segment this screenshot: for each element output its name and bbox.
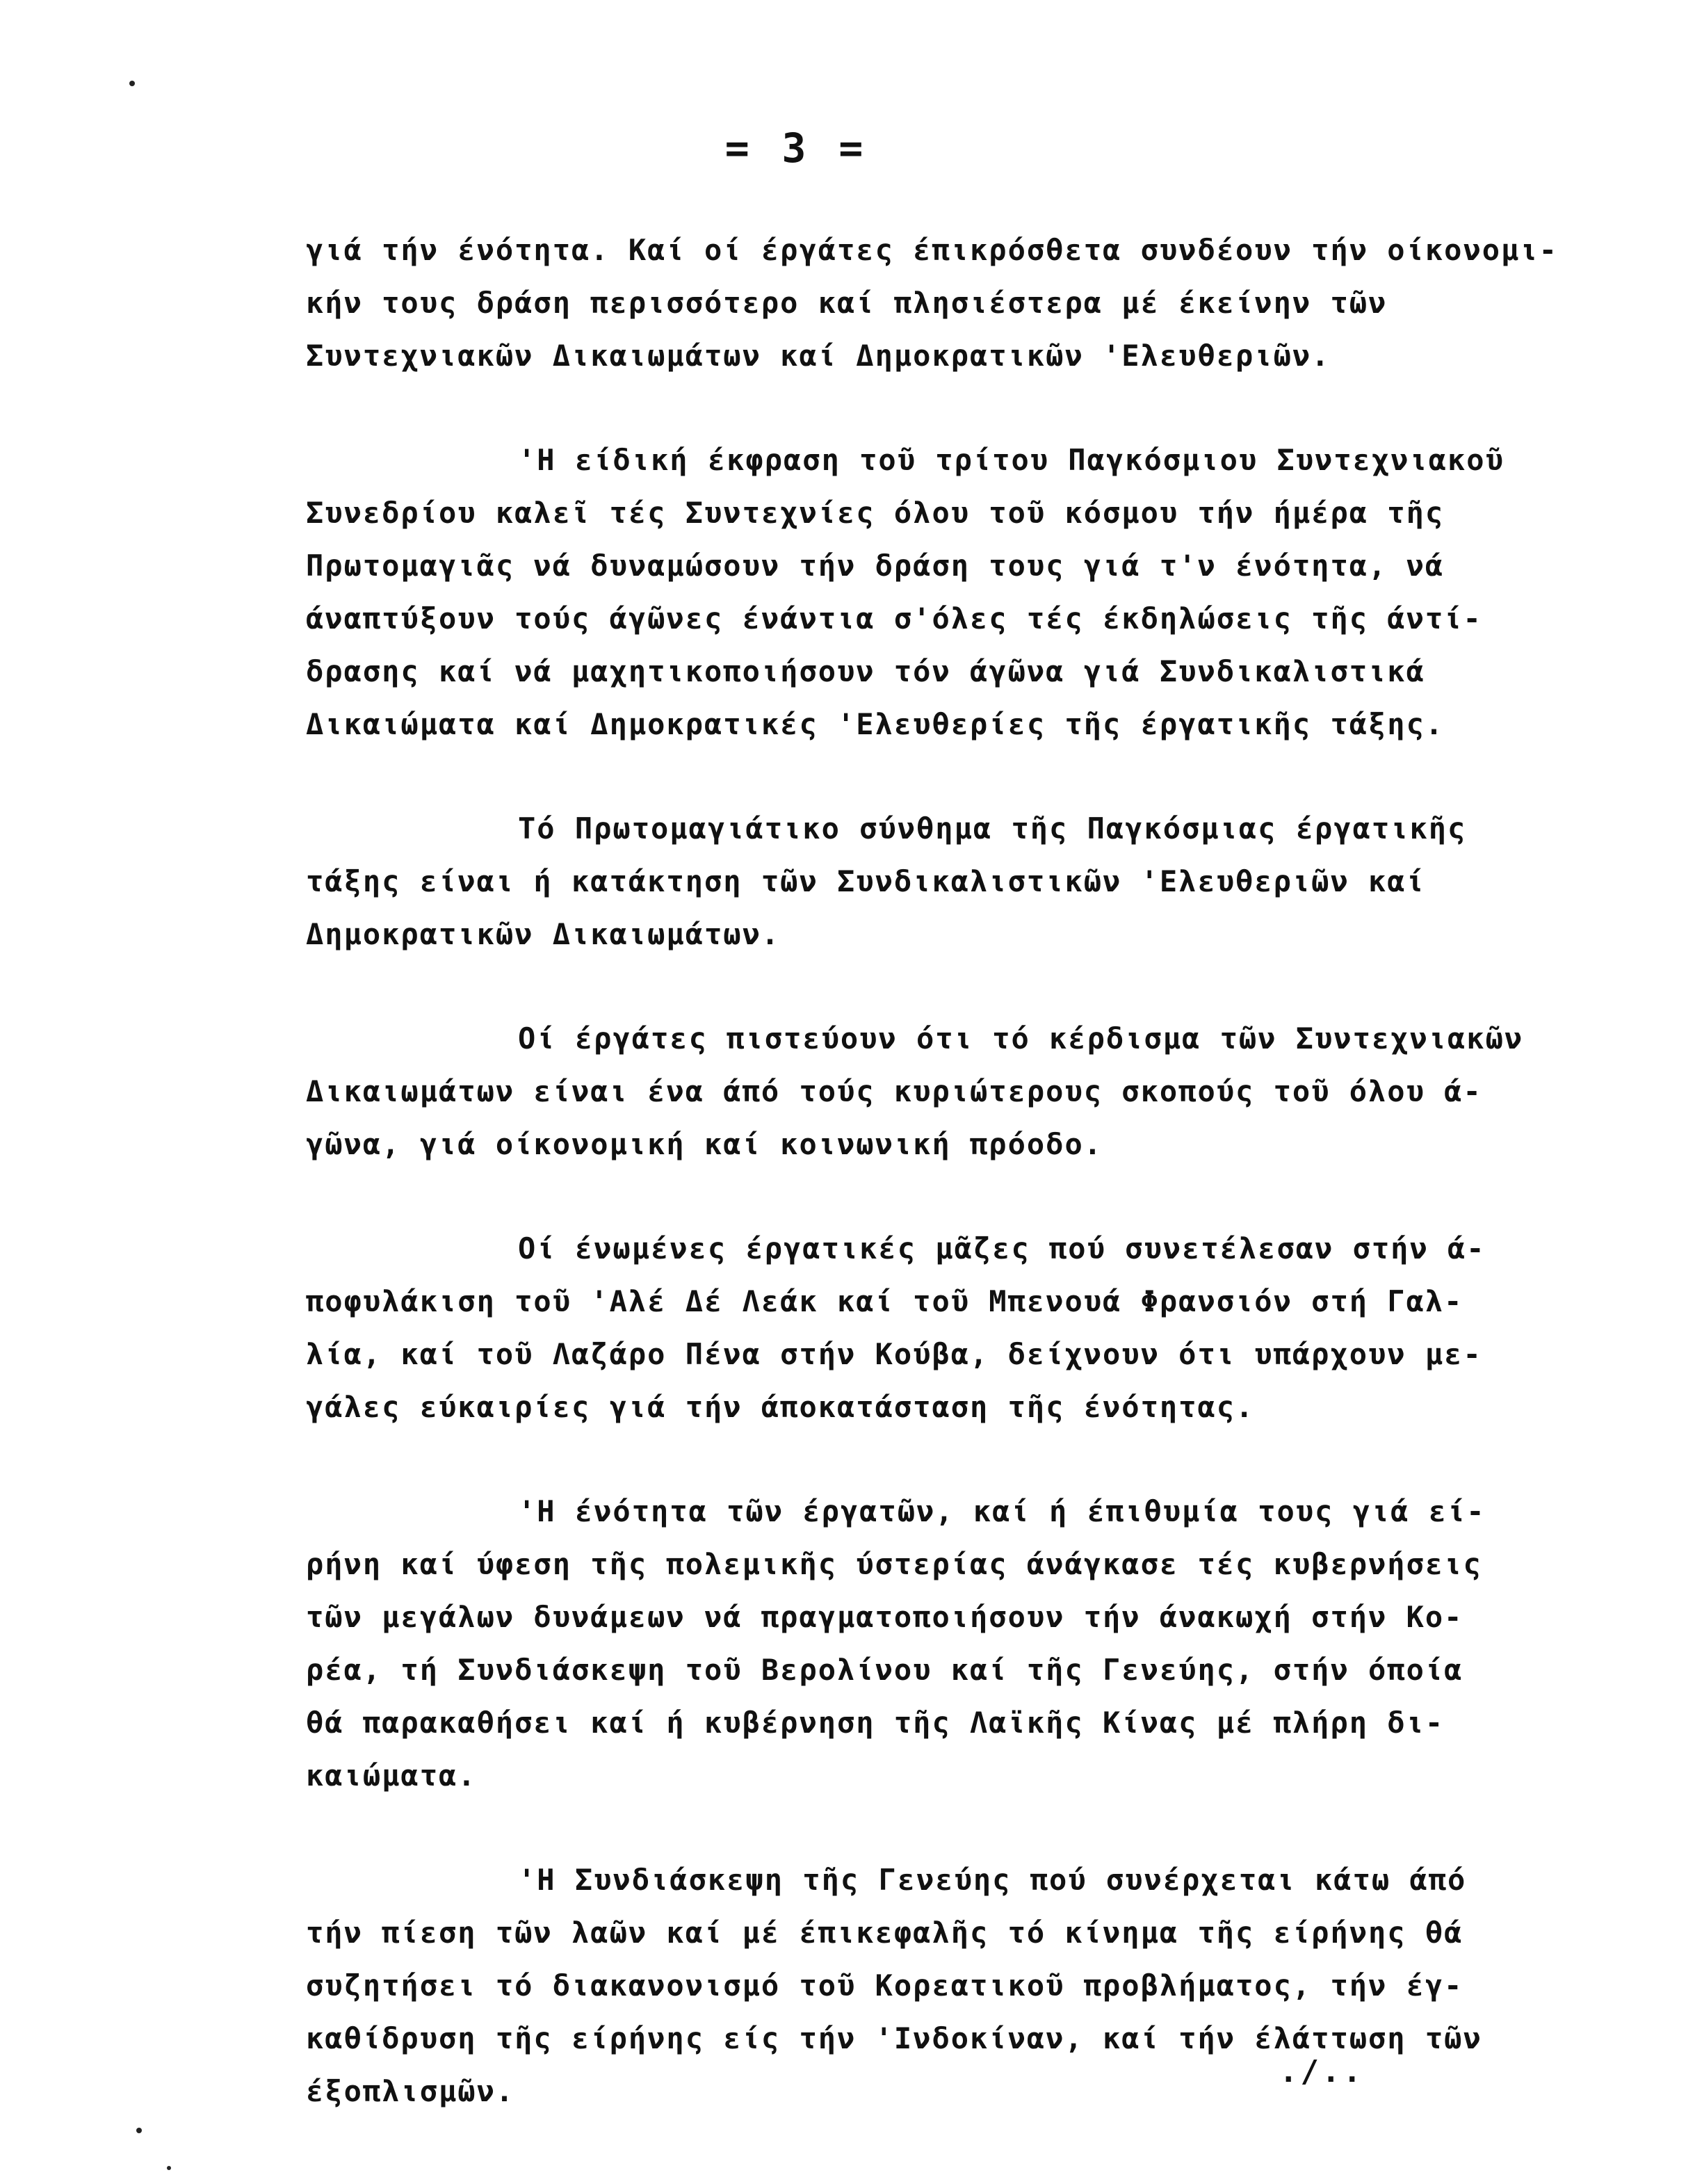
text-line: γῶνα, γιά οίκονομική καί κοινωνική πρόοδο. [306, 1127, 1103, 1161]
text-line: έξοπλισμῶν. [306, 2074, 515, 2108]
paragraph-6 [306, 1485, 1627, 1802]
paragraph-7 [306, 1854, 1627, 2118]
paragraph-3 [306, 802, 1627, 961]
text-line: 'Η ένότητα τῶν έργατῶν, καί ή έπιθυμία τους γιά εί- [518, 1494, 1486, 1528]
text-line: Οί ένωμένες έργατικές μᾶζες πού συνετέλεσαν στήν ά- [518, 1231, 1486, 1265]
text-line: καιώματα. [306, 1758, 477, 1793]
text-line: 'Η Συνδιάσκεψη τῆς Γενεύης πού συνέρχεται κάτω άπό [518, 1863, 1467, 1897]
text-line: άναπτύξουν τούς άγῶνες ένάντια σ'όλες τές έκδηλώσεις τῆς άντί- [306, 601, 1482, 636]
text-line: Πρωτομαγιᾶς νά δυναμώσουν τήν δράση τους γιά τ'ν ένότητα, νά [306, 549, 1445, 583]
paragraph-1 [306, 224, 1627, 382]
text-line: τάξης είναι ή κατάκτηση τῶν Συνδικαλιστικῶν 'Ελευθεριῶν καί [306, 864, 1425, 898]
paragraph-2 [306, 434, 1627, 751]
text-line: τήν πίεση τῶν λαῶν καί μέ έπικεφαλῆς τό κίνημα τῆς είρήνης θά [306, 1916, 1463, 1950]
text-line: κήν τους δράση περισσότερο καί πλησιέστερα μέ έκείνην τῶν [306, 286, 1388, 320]
text-line: λία, καί τοῦ Λαζάρο Πένα στήν Κούβα, δείχνουν ότι υπάρχουν με- [306, 1337, 1482, 1371]
text-line: θά παρακαθήσει καί ή κυβέρνηση τῆς Λαϊκῆς Κίνας μέ πλήρη δι- [306, 1706, 1445, 1740]
scan-speck [136, 2128, 142, 2133]
text-line: Συνεδρίου καλεῖ τές Συντεχνίες όλου τοῦ κόσμου τήν ήμέρα τῆς [306, 496, 1445, 530]
scan-speck [129, 81, 135, 86]
text-line: τῶν μεγάλων δυνάμεων νά πραγματοποιήσουν τήν άνακωχή στήν Κο- [306, 1600, 1463, 1634]
page-number: = 3 = [724, 124, 868, 172]
text-line: Τό Πρωτομαγιάτικο σύνθημα τῆς Παγκόσμιας έργατικῆς [518, 811, 1467, 846]
text-line: συζητήσει τό διακανονισμό τοῦ Κορεατικοῦ προβλήματος, τήν έγ- [306, 1968, 1463, 2003]
text-line: Οί έργάτες πιστεύουν ότι τό κέρδισμα τῶν Συντεχνιακῶν [518, 1021, 1524, 1055]
text-line: Συντεχνιακῶν Δικαιωμάτων καί Δημοκρατικῶν 'Ελευθεριῶν. [306, 339, 1331, 373]
text-line: Δικαιώματα καί Δημοκρατικές 'Ελευθερίες τῆς έργατικῆς τάξης. [306, 707, 1445, 741]
scan-speck [167, 2166, 171, 2170]
text-line: Δημοκρατικῶν Δικαιωμάτων. [306, 917, 781, 951]
paragraph-4 [306, 1012, 1627, 1171]
text-line: ρέα, τή Συνδιάσκεψη τοῦ Βερολίνου καί τῆς Γενεύης, στήν όποία [306, 1653, 1463, 1687]
body-text [306, 224, 1627, 2169]
text-line: γάλες εύκαιρίες γιά τήν άποκατάσταση τῆς ένότητας. [306, 1390, 1255, 1424]
continuation-mark: ./.. [1279, 2054, 1364, 2089]
text-line: Δικαιωμάτων είναι ένα άπό τούς κυριώτερους σκοπούς τοῦ όλου ά- [306, 1074, 1482, 1108]
text-line: γιά τήν ένότητα. Καί οί έργάτες έπικρόσθετα συνδέουν τήν οίκονομι- [306, 233, 1558, 267]
text-line: 'Η είδική έκφραση τοῦ τρίτου Παγκόσμιου Συντεχνιακοῦ [518, 443, 1505, 477]
text-line: ρήνη καί ύφεση τῆς πολεμικῆς ύστερίας άνάγκασε τές κυβερνήσεις [306, 1547, 1482, 1581]
text-line: ποφυλάκιση τοῦ 'Αλέ Δέ Λεάκ καί τοῦ Μπενουά Φρανσιόν στή Γαλ- [306, 1284, 1463, 1318]
text-line: καθίδρυση τῆς είρήνης είς τήν 'Ινδοκίναν, καί τήν έλάττωση τῶν [306, 2021, 1482, 2055]
paragraph-5 [306, 1222, 1627, 1434]
text-line: δρασης καί νά μαχητικοποιήσουν τόν άγῶνα γιά Συνδικαλιστικά [306, 654, 1425, 688]
